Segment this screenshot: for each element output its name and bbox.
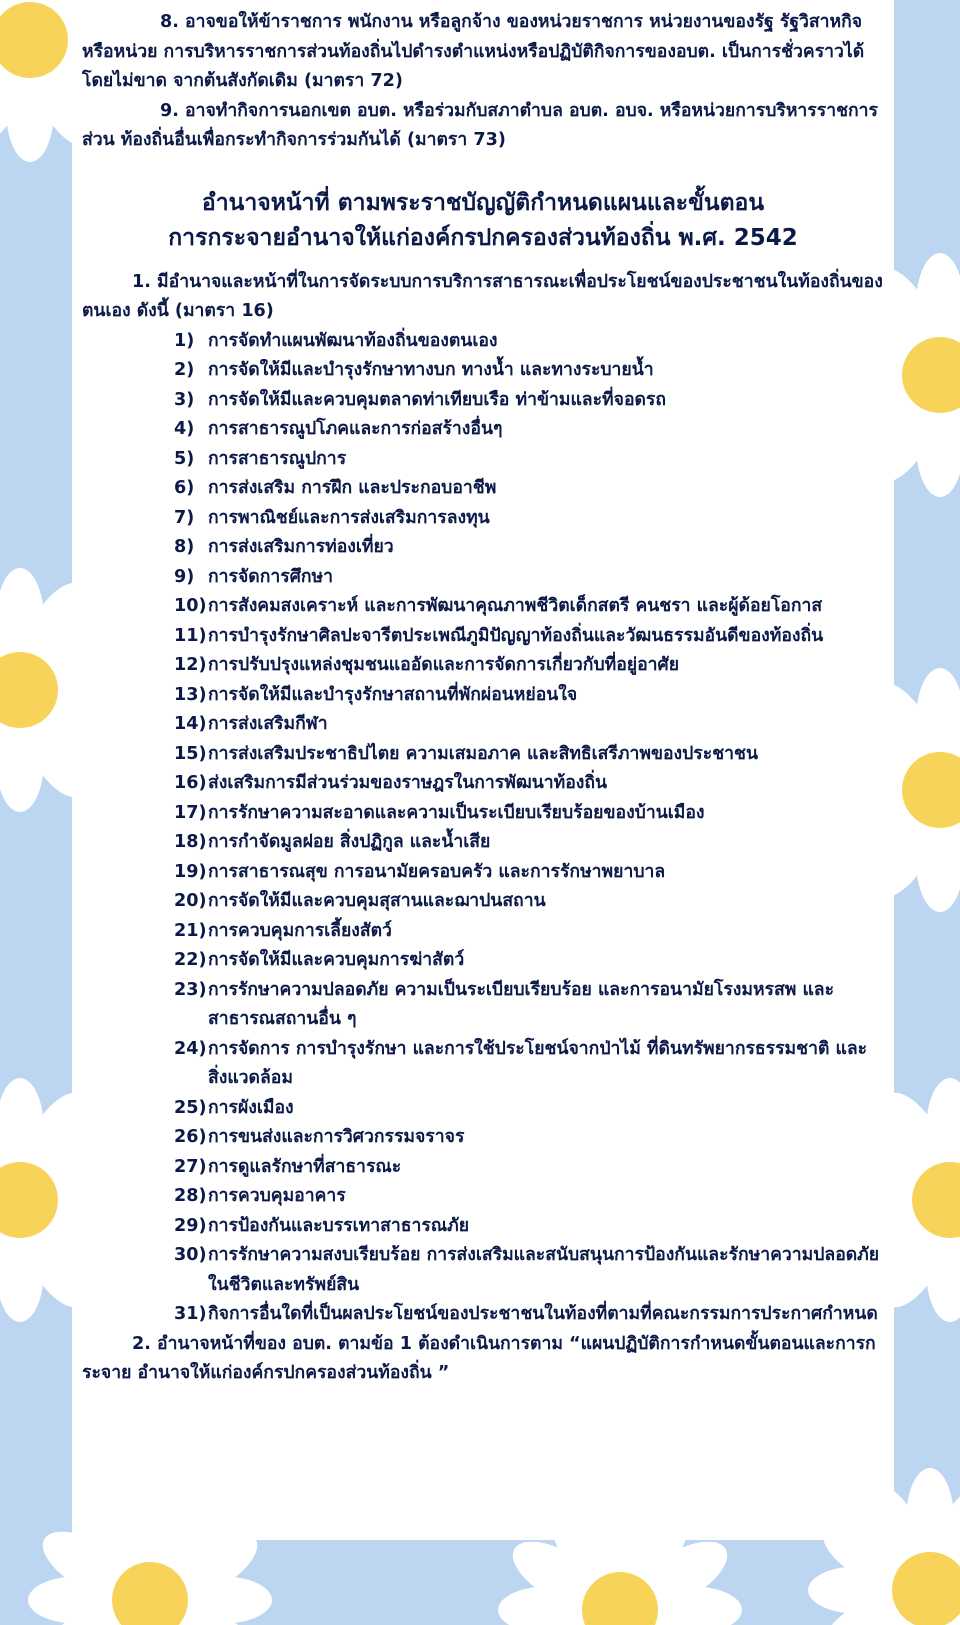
list-item: 22)การจัดให้มีและควบคุมการฆ่าสัตว์: [174, 950, 465, 970]
list-item: 31)กิจการอื่นใดที่เป็นผลประโยชน์ของประชาชนในท้องที่ตามที่คณะกรรมการประกาศกำหนด: [174, 1304, 878, 1324]
section-heading: [82, 186, 884, 256]
paragraph-item-9: 9. อาจทำกิจการนอกเขต อบต. หรือร่วมกับสภาตำบล อบต. อบจ. หรือหน่วยการบริหารราชการส่วน ท้องถิ่นอื่นเพื่อกระทำกิจการร่วมกันได้ (มาตรา 73): [82, 100, 879, 150]
list-item: 4) การสาธารณูปโภคและการก่อสร้างอื่นๆ: [174, 419, 503, 439]
heading-line-2: การกระจายอำนาจให้แก่องค์กรปกครองส่วนท้องถิ่น พ.ศ. 2542: [168, 224, 798, 251]
list-item: 23)การรักษาความปลอดภัย ความเป็นระเบียบเรียบร้อย และการอนามัยโรงมหรสพ และ สาธารณสถานอื่น ๆ: [174, 979, 835, 1029]
list-item: 8) การส่งเสริมการท่องเที่ยว: [174, 537, 394, 557]
section2-paragraph: 2. อำนาจหน้าที่ของ อบต. ตามข้อ 1 ต้องดำเนินการตาม “แผนปฏิบัติการกำหนดขั้นตอนและการกระจาย อำนาจให้แก่องค์กรปกครองส่วนท้องถิ่น ”: [82, 1333, 876, 1383]
list-item: 20)การจัดให้มีและควบคุมสุสานและฌาปนสถาน: [174, 891, 546, 911]
list-item: 30)การรักษาความสงบเรียบร้อย การส่งเสริมและสนับสนุนการป้องกันและรักษาความปลอดภัยในชีวิตและทรัพย์สิน: [174, 1245, 880, 1295]
list-item: 28)การควบคุมอาคาร: [174, 1186, 346, 1206]
list-item: 2) การจัดให้มีและบำรุงรักษาทางบก ทางน้ำ และทางระบายน้ำ: [174, 360, 654, 380]
document-panel: [72, 0, 894, 1540]
list-item: 11)การบำรุงรักษาศิลปะจารีตประเพณีภูมิปัญญาท้องถิ่นและวัฒนธรรมอันดีของท้องถิ่น: [174, 625, 824, 646]
list-item: 15)การส่งเสริมประชาธิปไตย ความเสมอภาค และสิทธิเสรีภาพของประชาชน: [174, 743, 758, 764]
list-item: 6) การส่งเสริม การฝึก และประกอบอาชีพ: [174, 478, 497, 498]
list-item: 21)การควบคุมการเลี้ยงสัตว์: [174, 920, 392, 941]
list-item: 19)การสาธารณสุข การอนามัยครอบครัว และการรักษาพยาบาล: [174, 861, 666, 882]
duties-list: [82, 327, 884, 1330]
list-item: 7) การพาณิชย์และการส่งเสริมการลงทุน: [174, 507, 490, 528]
list-item: 17)การรักษาความสะอาดและความเป็นระเบียบเรียบร้อยของบ้านเมือง: [174, 802, 705, 823]
list-item: 16)ส่งเสริมการมีส่วนร่วมของราษฎรในการพัฒนาท้องถิ่น: [174, 773, 608, 793]
paragraph-item-8: 8. อาจขอให้ข้าราชการ พนักงาน หรือลูกจ้าง ของหน่วยราชการ หน่วยงานของรัฐ รัฐวิสาหกิจ หรือหน่วย การบริหารราชการส่วนท้องถิ่นไปดำรงตำแหน่งหรือปฏิบัติกิจการของอบต. เป็นการชั่วคราวได้โดยไม่ขาด จากต้นสังกัดเดิม (มาตรา 72): [82, 12, 865, 91]
list-item: 25)การผังเมือง: [174, 1097, 294, 1118]
list-item: 9) การจัดการศึกษา: [174, 566, 333, 587]
section1-intro: 1. มีอำนาจและหน้าที่ในการจัดระบบการบริการสาธารณะเพื่อประโยชน์ของประชาชนในท้องถิ่นของตนเอง ดังนี้ (มาตรา 16): [82, 271, 883, 321]
list-item: 5) การสาธารณูปการ: [174, 448, 347, 469]
list-item: 12)การปรับปรุงแหล่งชุมชนแออัดและการจัดการเกี่ยวกับที่อยู่อาศัย: [174, 655, 680, 675]
list-item: 24)การจัดการ การบำรุงรักษา และการใช้ประโยชน์จากป่าไม้ ที่ดินทรัพยากรธรรมชาติ และ สิ่งแวดล้อม: [174, 1038, 868, 1088]
list-item: 27)การดูแลรักษาที่สาธารณะ: [174, 1156, 402, 1177]
list-item: 14)การส่งเสริมกีฬา: [174, 714, 328, 734]
list-item: 3) การจัดให้มีและควบคุมตลาดท่าเทียบเรือ ท่าข้ามและที่จอดรถ: [174, 389, 667, 410]
list-item: 26)การขนส่งและการวิศวกรรมจราจร: [174, 1127, 465, 1147]
list-item: 1) การจัดทำแผนพัฒนาท้องถิ่นของตนเอง: [174, 330, 498, 351]
list-item: 13)การจัดให้มีและบำรุงรักษาสถานที่พักผ่อนหย่อนใจ: [174, 684, 578, 705]
heading-line-1: อำนาจหน้าที่ ตามพระราชบัญญัติกำหนดแผนและขั้นตอน: [201, 189, 765, 216]
list-item: 29)การป้องกันและบรรเทาสาธารณภัย: [174, 1215, 470, 1236]
list-item: 10)การสังคมสงเคราะห์ และการพัฒนาคุณภาพชีวิตเด็กสตรี คนชรา และผู้ด้อยโอกาส: [174, 596, 823, 616]
list-item: 18)การกำจัดมูลฝอย สิ่งปฏิกูล และน้ำเสีย: [174, 832, 491, 852]
